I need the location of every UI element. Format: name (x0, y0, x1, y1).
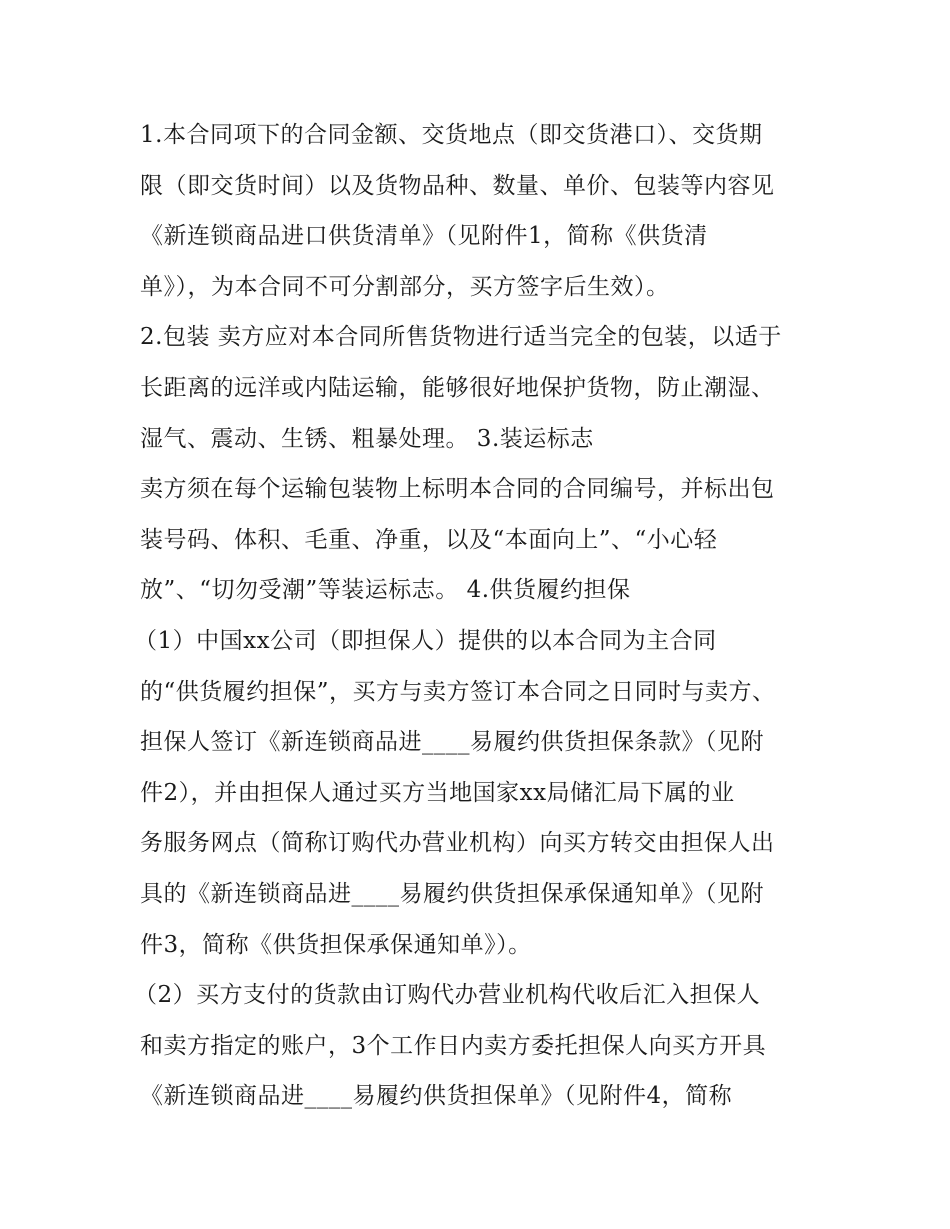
text-line-10: 放”、“切勿受潮”等装运标志。 4.供货履约担保 (140, 577, 631, 604)
text-line-4: 单》），为本合同不可分割部分，买方签字后生效）。 (140, 273, 670, 300)
text-line-5: 2.包装 卖方应对本合同所售货物进行适当完全的包装，以适于 (140, 324, 782, 351)
contract-text (134, 110, 830, 1122)
text-line-8: 卖方须在每个运输包装物上标明本合同的合同编号，并标出包 (140, 476, 775, 503)
text-line-15: 务服务网点（简称订购代办营业机构）向买方转交由担保人出 (140, 830, 775, 857)
text-line-16: 具的《新连锁商品进____易履约供货担保承保通知单》（见附 (140, 880, 764, 907)
text-line-2: 限（即交货时间）以及货物品种、数量、单价、包装等内容见 (140, 172, 775, 199)
text-line-13: 担保人签订《新连锁商品进____易履约供货担保条款》（见附 (140, 729, 764, 756)
text-line-19: 和卖方指定的账户，3个工作日内卖方委托担保人向买方开具 (140, 1032, 767, 1059)
text-line-7: 湿气、震动、生锈、粗暴处理。 3.装运标志 (140, 425, 594, 452)
text-line-18: （2）买方支付的货款由订购代办营业机构代收后汇入担保人 (134, 982, 761, 1009)
text-line-14: 件2），并由担保人通过买方当地国家xx局储汇局下属的业 (140, 779, 735, 806)
text-line-20: 《新连锁商品进____易履约供货担保单》（见附件4，简称 (140, 1083, 733, 1110)
text-line-3: 《新连锁商品进口供货清单》（见附件1，简称《供货清 (140, 223, 708, 250)
text-line-6: 长距离的远洋或内陆运输，能够很好地保护货物，防止潮湿、 (140, 374, 775, 401)
text-line-9: 装号码、体积、毛重、净重，以及“本面向上”、“小心轻 (140, 526, 718, 553)
text-line-17: 件3，简称《供货担保承保通知单》）。 (140, 931, 532, 958)
text-line-12: 的“供货履约担保”，买方与卖方签订本合同之日同时与卖方、 (140, 678, 776, 705)
text-line-1: 1.本合同项下的合同金额、交货地点（即交货港口）、交货期 (140, 122, 763, 148)
text-line-11: （1）中国xx公司（即担保人）提供的以本合同为主合同 (134, 627, 717, 654)
